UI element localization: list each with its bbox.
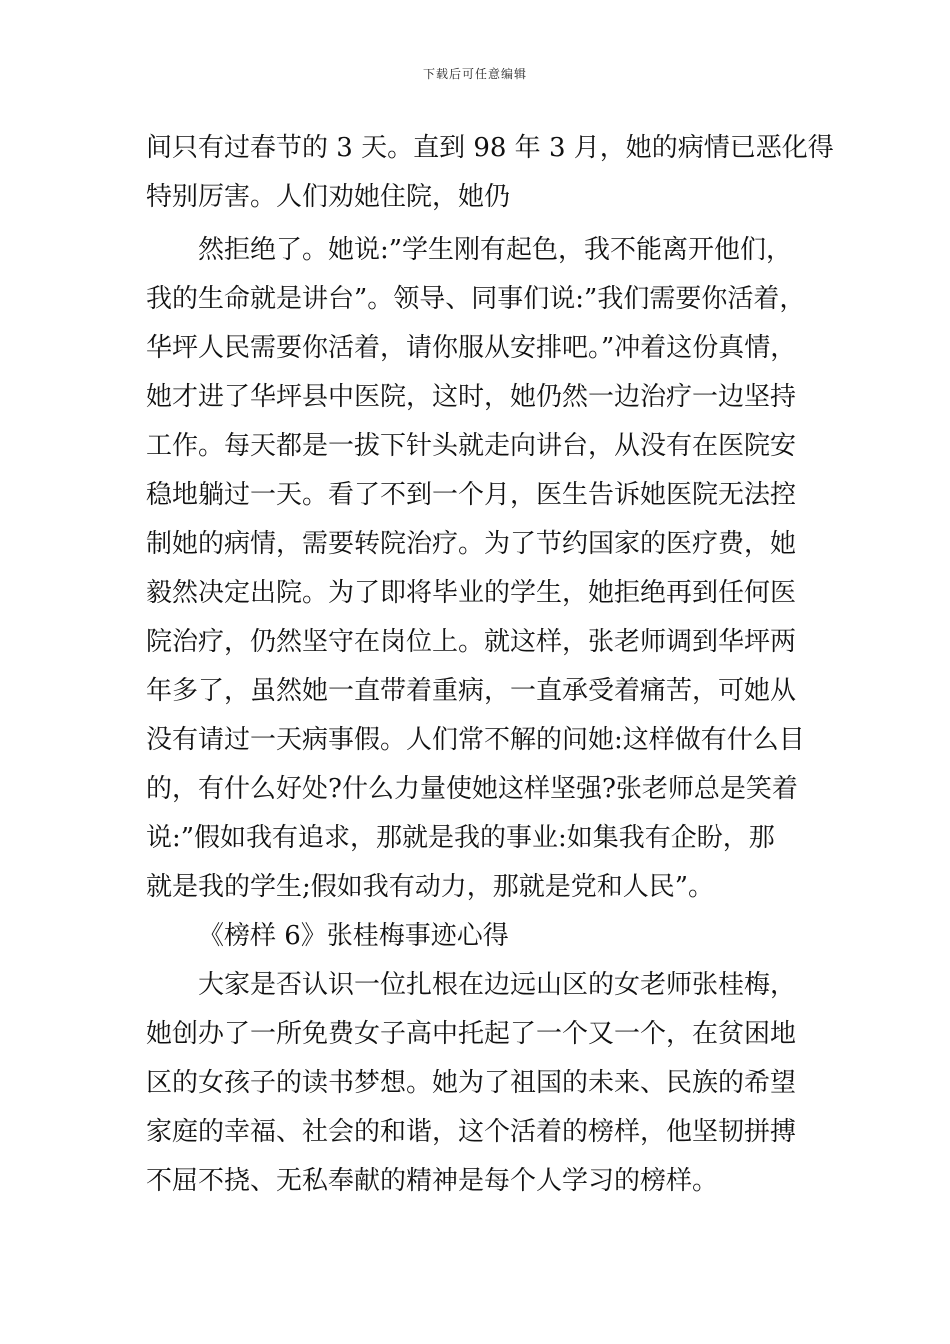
text-line: 大家是否认识一位扎根在边远山区的女老师张桂梅， <box>198 970 797 1000</box>
text-line: 她创办了一所免费女子高中托起了一个又一个，在贫困地 <box>146 1019 797 1049</box>
text-line: 的，有什么好处?什么力量使她这样坚强?张老师总是笑着 <box>146 774 798 804</box>
text-line: 毅然决定出院。为了即将毕业的学生，她拒绝再到任何医 <box>146 578 797 608</box>
section-heading: 《榜样 6》张桂梅事迹心得 <box>198 921 509 951</box>
text-line: 稳地躺过一天。看了不到一个月，医生告诉她医院无法控 <box>146 480 797 510</box>
text-line: 没有请过一天病事假。人们常不解的问她:这样做有什么目 <box>146 725 805 755</box>
text-line: 区的女孩子的读书梦想。她为了祖国的未来、民族的希望 <box>146 1068 797 1098</box>
text-line: 年多了，虽然她一直带着重病，一直承受着痛苦，可她从 <box>146 676 797 706</box>
text-line: 我的生命就是讲台”。领导、同事们说:”我们需要你活着， <box>146 284 806 314</box>
text-line: 华坪人民需要你活着，请你服从安排吧。”冲着这份真情， <box>146 333 797 363</box>
header-note: 下载后可任意编辑 <box>422 67 527 81</box>
text-line: 说:”假如我有追求，那就是我的事业:如集我有企盼，那 <box>146 823 775 853</box>
text-line: 她才进了华坪县中医院，这时，她仍然一边治疗一边坚持 <box>146 382 797 412</box>
text-line: 家庭的幸福、社会的和谐，这个活着的榜样，他坚韧拼搏 <box>146 1117 797 1147</box>
document-body <box>146 124 834 1206</box>
text-line: 特别厉害。人们劝她住院，她仍 <box>146 182 511 212</box>
text-line: 然拒绝了。她说:”学生刚有起色，我不能离开他们， <box>198 235 793 265</box>
text-line: 不屈不挠、无私奉献的精神是每个人学习的榜样。 <box>146 1166 719 1196</box>
text-line: 间只有过春节的 3 天。直到 98 年 3 月，她的病情已恶化得 <box>146 133 834 163</box>
text-line: 制她的病情，需要转院治疗。为了节约国家的医疗费，她 <box>146 529 797 559</box>
text-line: 就是我的学生;假如我有动力，那就是党和人民”。 <box>146 872 715 902</box>
text-line: 工作。每天都是一拔下针头就走向讲台，从没有在医院安 <box>146 431 797 461</box>
text-line: 院治疗，仍然坚守在岗位上。就这样，张老师调到华坪两 <box>146 627 797 657</box>
